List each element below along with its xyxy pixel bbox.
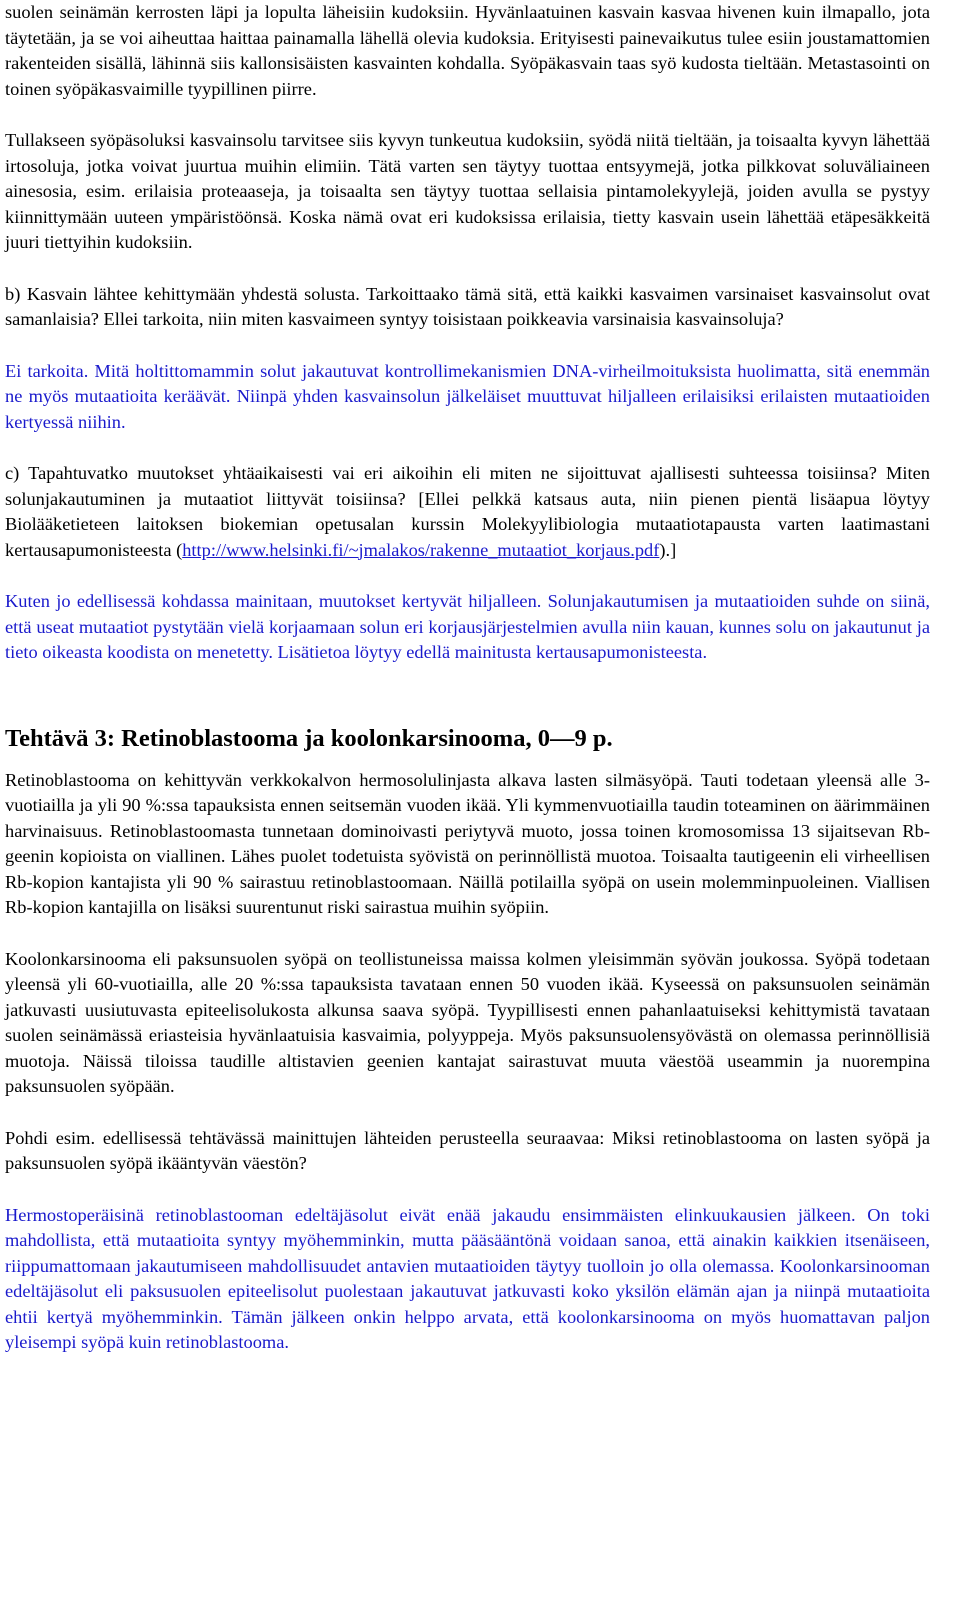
question-c	[5, 461, 930, 563]
question-b: b) Kasvain lähtee kehittymään yhdestä solusta. Tarkoittaako tämä sitä, että kaikki kasvaimen varsinaiset kasvainsolut ovat samanlaisia? Ellei tarkoita, niin miten kasvaimeen syntyy toisistaan poikkeavia varsinaisia kasvainsoluja?	[5, 283, 930, 329]
spacer	[5, 666, 930, 718]
paragraph-cancer-cell-text: Tullakseen syöpäsoluksi kasvainsolu tarvitsee siis kyvyn tunkeutua kudoksiin, syödä niitä tieltään, ja toisaalta kyvyn lähettää irtosoluja, jotka voivat juurtua muihin elimiin. Tätä varten sen täytyy tuottaa entsyymejä, jotka pilkkovat soluväliaineen ainesosia, esim. erilaisia proteaaseja, ja toisaalta sen täytyy tuottaa sellaisia pintamolekyylejä, joiden avulla se pystyy kiinnittymään uuteen ympäristöönsä. Koska nämä ovat eri kudoksissa erilaisia, tietty kasvain usein lähettää etäpesäkkeitä juuri tiettyihin kudoksiin.	[5, 130, 930, 252]
spacer	[5, 1177, 930, 1203]
paragraph-retinoblastoma: Retinoblastooma on kehittyvän verkkokalvon hermosolulinjasta alkava lasten silmäsyöpä. Tauti todetaan yleensä alle 3-vuotiailla ja yli 90 %:ssa tapauksista ennen seitsemän vuoden ikää. Yli kymmenvuotiailla taudin toteaminen on äärimmäinen harvinaisuus. Retinoblastoomasta tunnetaan dominoivasti periytyvä muoto, jossa toinen kromosomissa 13 sijaitsevan Rb-geenin kopioista on viallinen. Lähes puolet todetuista syövistä on perinnöllistä muotoa. Toisaalta tautigeenin eli virheellisen Rb-kopion kantajista yli 90 % sairastuu retinoblastoomaan. Näillä potilailla syöpä on usein molemminpuoleinen. Viallisen Rb-kopion kantajilla on lisäksi suurentunut riski sairastua muihin syöpiin.	[5, 769, 930, 917]
spacer	[5, 563, 930, 589]
document-page	[5, 0, 930, 1356]
spacer	[5, 1100, 930, 1126]
question-task3: Pohdi esim. edellisessä tehtävässä mainittujen lähteiden perusteella seuraavaa: Miksi retinoblastooma on lasten syöpä ja paksunsuolen syöpä ikääntyvän väestön?	[5, 1127, 930, 1173]
answer-c: Kuten jo edellisessä kohdassa mainitaan, muutokset kertyvät hiljalleen. Solunjakautumisen ja mutaatioiden suhde on siinä, että useat mutaatiot pystytään vielä korjaamaan solun eri korjausjärjestelmien avulla niin kauan, kunnes solu on jakautunut ja tieto oikeasta koodista on menetetty. Lisätietoa löytyy edellä mainitusta kertausapumonisteesta.	[5, 591, 930, 662]
pdf-link[interactable]: http://www.helsinki.fi/~jmalakos/rakenne_mutaatiot_korjaus.pdf	[182, 539, 660, 560]
question-c-text: c) Tapahtuvatko muutokset yhtäaikaisesti vai eri aikoihin eli miten ne sijoittuvat ajallisesti suhteessa toisiinsa? Miten solunjakautuminen ja mutaatiot liittyvät toisiinsa? [Ellei pelkkä katsaus auta, niin pienen pientä lisäapua löytyy Biolääketieteen laitoksen biokemian opetusalan kurssin Molekyylibiologia mutaatiotapausta varten laatimastani kertausapumonisteesta (	[5, 463, 930, 560]
spacer	[5, 102, 930, 128]
spacer	[5, 256, 930, 282]
spacer	[5, 921, 930, 947]
spacer	[5, 435, 930, 461]
spacer	[5, 333, 930, 359]
paragraph-cancer-cell	[5, 128, 930, 256]
question-c-close: ).]	[659, 539, 677, 560]
paragraph-colon-carcinoma: Koolonkarsinooma eli paksunsuolen syöpä on teollistuneissa maissa kolmen yleisimmän syövän joukossa. Syöpä todetaan yleensä yli 60-vuotiailla, alle 20 %:ssa tapauksista tavataan ennen 50 vuoden ikää. Kyseessä on paksunsuolen seinämän jatkuvasti uusiutuvasta epiteelisolukosta alkunsa saava syöpä. Tyypillisesti ennen pahanlaatuiseksi kehittymistä tavataan suolen seinämässä eriasteisia hyvänlaatuisia kasvaimia, polyyppeja. Myös paksunsuolensyövästä on olemassa perinnöllisiä muotoja. Näissä tiloissa taudille altistavien geenien kantajat sairastuvat muuta väestöä useammin ja nuorempina paksunsuolen syöpään.	[5, 948, 930, 1096]
answer-b: Ei tarkoita. Mitä holtittomammin solut jakautuvat kontrollimekanismien DNA-virheilmoituksista huolimatta, sitä enemmän ne myös mutaatioita keräävät. Niinpä yhden kasvainsolun jälkeläiset muuttuvat hiljalleen erilaisiksi erilaisten mutaatioiden kertyessä niihin.	[5, 360, 930, 432]
section-heading: Tehtävä 3: Retinoblastooma ja koolonkarsinooma, 0—9 p.	[5, 724, 613, 752]
paragraph-invasion-text: suolen seinämän kerrosten läpi ja lopulta läheisiin kudoksiin. Hyvänlaatuinen kasvain kasvaa hivenen kuin ilmapallo, jota täytetään, ja se voi aiheuttaa haittaa painamalla lähellä olevia kudoksia. Erityisesti painevaikutus tulee esiin joustamattomien rakenteiden sisällä, lähinnä siis kallonsisäisten kasvainten kohdalla. Syöpäkasvain taas syö kudosta tieltään. Metastasointi on toinen syöpäkasvaimille tyypillinen piirre.	[5, 2, 930, 99]
answer-task3: Hermostoperäisinä retinoblastooman edeltäjäsolut eivät enää jakaudu ensimmäisten elinkuukausien jälkeen. On toki mahdollista, että mutaatioita syntyy myöhemminkin, mutta pääsääntönä voidaan sanoa, että ainakin kaikkien itsenäiseen, riippumattomaan jakautumiseen mahdollisuudet antavien mutaatioiden täytyy tuolloin jo olla olemassa. Koolonkarsinooman edeltäjäsolut eli paksusuolen epiteelisolut puolestaan jakautuvat jatkuvasti koko yksilön elämän ajan ja niinpä mutaatioita ehtii kertyä myöhemminkin. Tämän jälkeen onkin helppo arvata, että koolonkarsinooma on myös huomattavan paljon yleisempi syöpä kuin retinoblastooma.	[5, 1204, 930, 1352]
paragraph-invasion	[5, 0, 930, 102]
